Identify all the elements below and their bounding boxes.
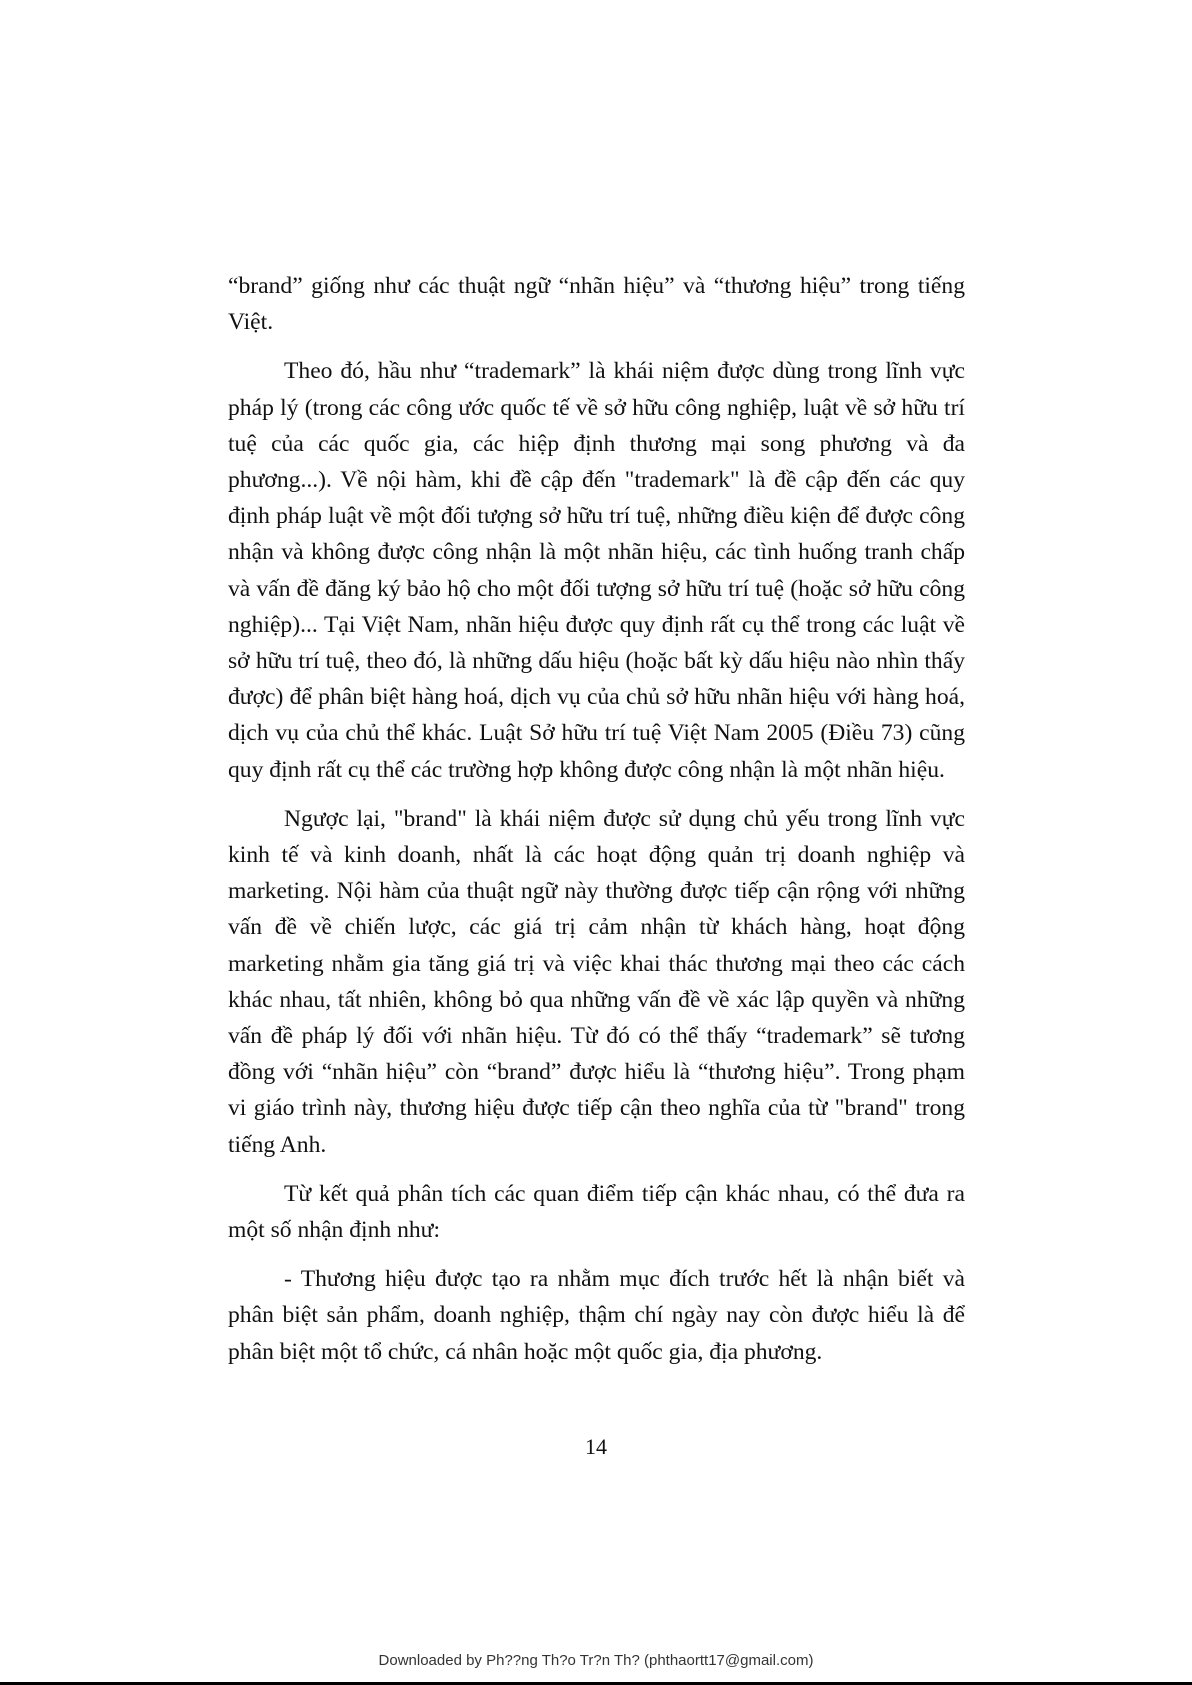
paragraph-4: Từ kết quả phân tích các quan điểm tiếp cận khác nhau, có thể đưa ra một số nhận định như:: [228, 1180, 965, 1244]
download-footer: Downloaded by Ph??ng Th?o Tr?n Th? (phthaortt17@gmail.com): [378, 1652, 814, 1669]
paragraph-5: - Thương hiệu được tạo ra nhằm mục đích trước hết là nhận biết và phân biệt sản phẩm, doanh nghiệp, thậm chí ngày nay còn được hiểu là để phân biệt một tổ chức, cá nhân hoặc một quốc gia, địa phương.: [228, 1266, 965, 1365]
paragraph-3: Ngược lại, "brand" là khái niệm được sử dụng chủ yếu trong lĩnh vực kinh tế và kinh doanh, nhất là các hoạt động quản trị doanh nghiệp và marketing. Nội hàm của thuật ngữ này thường được tiếp cận rộng với những vấn đề về chiến lược, các giá trị cảm nhận từ khách hàng, hoạt động marketing nhằm gia tăng giá trị và việc khai thác thương mại theo các cách khác nhau, tất nhiên, không bỏ qua những vấn đề về xác lập quyền và những vấn đề pháp lý đối với nhãn hiệu. Từ đó có thể thấy “trademark” sẽ tương đồng với “nhãn hiệu” còn “brand” được hiểu là “thương hiệu”. Trong phạm vi giáo trình này, thương hiệu được tiếp cận theo nghĩa của từ "brand" trong tiếng Anh.: [228, 805, 965, 1158]
body-text: [228, 268, 965, 1383]
page-number: 14: [585, 1434, 607, 1459]
paragraph-2: Theo đó, hầu như “trademark” là khái niệm được dùng trong lĩnh vực pháp lý (trong các công ước quốc tế về sở hữu công nghiệp, luật về sở hữu trí tuệ của các quốc gia, các hiệp định thương mại song phương và đa phương...). Về nội hàm, khi đề cập đến "trademark" là đề cập đến các quy định pháp luật về một đối tượng sở hữu trí tuệ, những điều kiện để được công nhận và không được công nhận là một nhãn hiệu, các tình huống tranh chấp và vấn đề đăng ký bảo hộ cho một đối tượng sở hữu trí tuệ (hoặc sở hữu công nghiệp)... Tại Việt Nam, nhãn hiệu được quy định rất cụ thể trong các luật về sở hữu trí tuệ, theo đó, là những dấu hiệu (hoặc bất kỳ dấu hiệu nào nhìn thấy được) để phân biệt hàng hoá, dịch vụ của chủ sở hữu nhãn hiệu với hàng hoá, dịch vụ của chủ thể khác. Luật Sở hữu trí tuệ Việt Nam 2005 (Điều 73) cũng quy định rất cụ thể các trường hợp không được công nhận là một nhãn hiệu.: [228, 358, 965, 783]
paragraph-1: “brand” giống như các thuật ngữ “nhãn hiệu” và “thương hiệu” trong tiếng Việt.: [228, 273, 965, 336]
